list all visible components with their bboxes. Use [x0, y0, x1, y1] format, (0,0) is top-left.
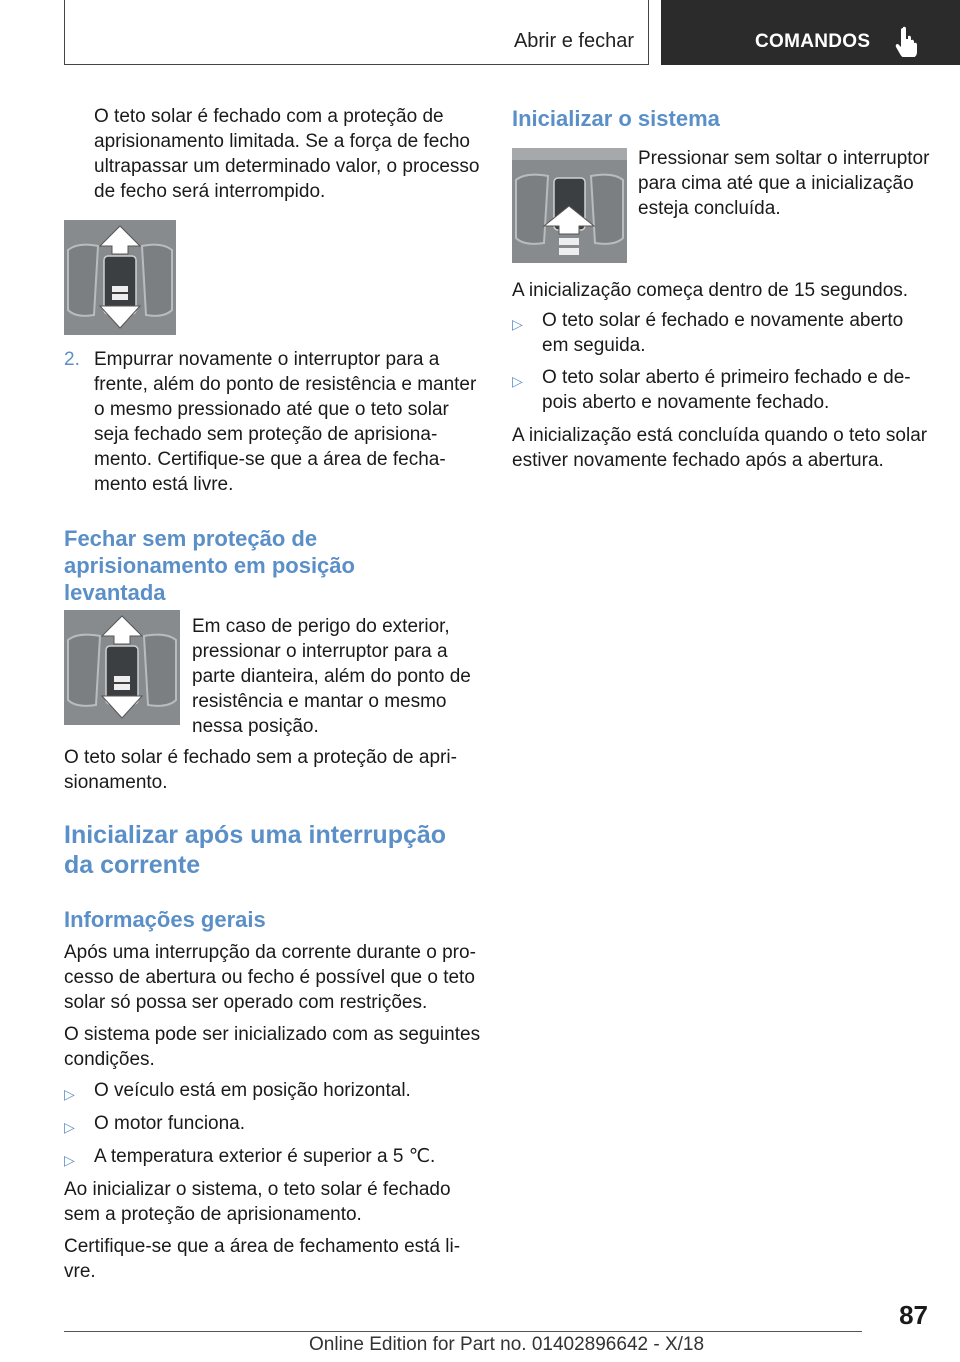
general-paragraph-2: O sistema pode ser inicializado com as seguintes condições. [64, 1024, 481, 1070]
close-raised-result: O teto solar é fechado sem a proteção de aprisionamento. [64, 747, 457, 793]
intro-paragraph: O teto solar é fechado com a proteção de aprisionamento limitada. Se a força de fecho ultrapassar um determinado valor, o processo de fecho será interrompido. [94, 106, 480, 202]
list-bullet: ▷ [64, 1152, 75, 1168]
condition-item: A temperatura exterior é superior a 5 ℃. [94, 1146, 436, 1167]
init-done-text: A inicialização está concluída quando o teto solar estiver novamente fechado após a abertura. [512, 425, 928, 471]
general-paragraph-1: Após uma interrupção da corrente durante o processo de abertura ou fecho é possível que o teto solar só possa ser operado com restrições. [64, 942, 476, 1013]
switch-photo-1 [64, 220, 176, 335]
close-raised-text: Em caso de perigo do exterior, pressionar o interruptor para a parte dianteira, além do ponto de resistência e mantar o mesmo nessa posição. [192, 616, 471, 737]
step-number: 2. [64, 349, 80, 370]
footer-divider [64, 1331, 862, 1332]
list-bullet: ▷ [512, 373, 523, 389]
list-bullet: ▷ [64, 1119, 75, 1135]
header-chapter-label: COMANDOS [755, 31, 871, 52]
header-chapter-tab [661, 0, 960, 65]
heading-init-system: Inicializar o sistema [512, 106, 720, 131]
init-system-text: Pressionar sem soltar o interruptor para cima até que a inicialização esteja concluída. [638, 148, 930, 219]
header-section-title: Abrir e fechar [513, 30, 634, 52]
heading-close-raised: Fechar sem proteção de aprisionamento em posição levantada [64, 526, 355, 605]
init-start-text: A inicialização começa dentro de 15 segundos. [512, 280, 909, 301]
page-number: 87 [899, 1300, 928, 1330]
list-bullet: ▷ [64, 1086, 75, 1102]
condition-item: O veículo está em posição horizontal. [94, 1080, 411, 1101]
header-frame [64, 0, 649, 65]
step-2-text: Empurrar novamente o interruptor para a frente, além do ponto de resistência e manter o mesmo pressionado até que o teto solar seja fechado sem proteção de aprisionamento. Certifique-se que a área de fechamento está livre. [94, 349, 477, 495]
footer-edition: Online Edition for Part no. 01402896642 - X/18 [309, 1334, 705, 1355]
list-bullet: ▷ [512, 316, 523, 332]
condition-item: O motor funciona. [94, 1113, 246, 1134]
heading-general-info: Informações gerais [64, 907, 266, 932]
init-paragraph-2: Certifique-se que a área de fechamento está livre. [64, 1236, 461, 1282]
pointing-hand-icon [894, 25, 922, 57]
outcome-item: O teto solar é fechado e novamente aberto em seguida. [542, 310, 904, 356]
switch-photo-3 [512, 148, 627, 263]
heading-init-after-interruption: Inicializar após uma interrupção da corrente [64, 821, 447, 879]
outcome-item: O teto solar aberto é primeiro fechado e depois aberto e novamente fechado. [542, 367, 911, 413]
init-paragraph-1: Ao inicializar o sistema, o teto solar é fechado sem a proteção de aprisionamento. [64, 1179, 451, 1225]
switch-photo-2 [64, 610, 180, 725]
